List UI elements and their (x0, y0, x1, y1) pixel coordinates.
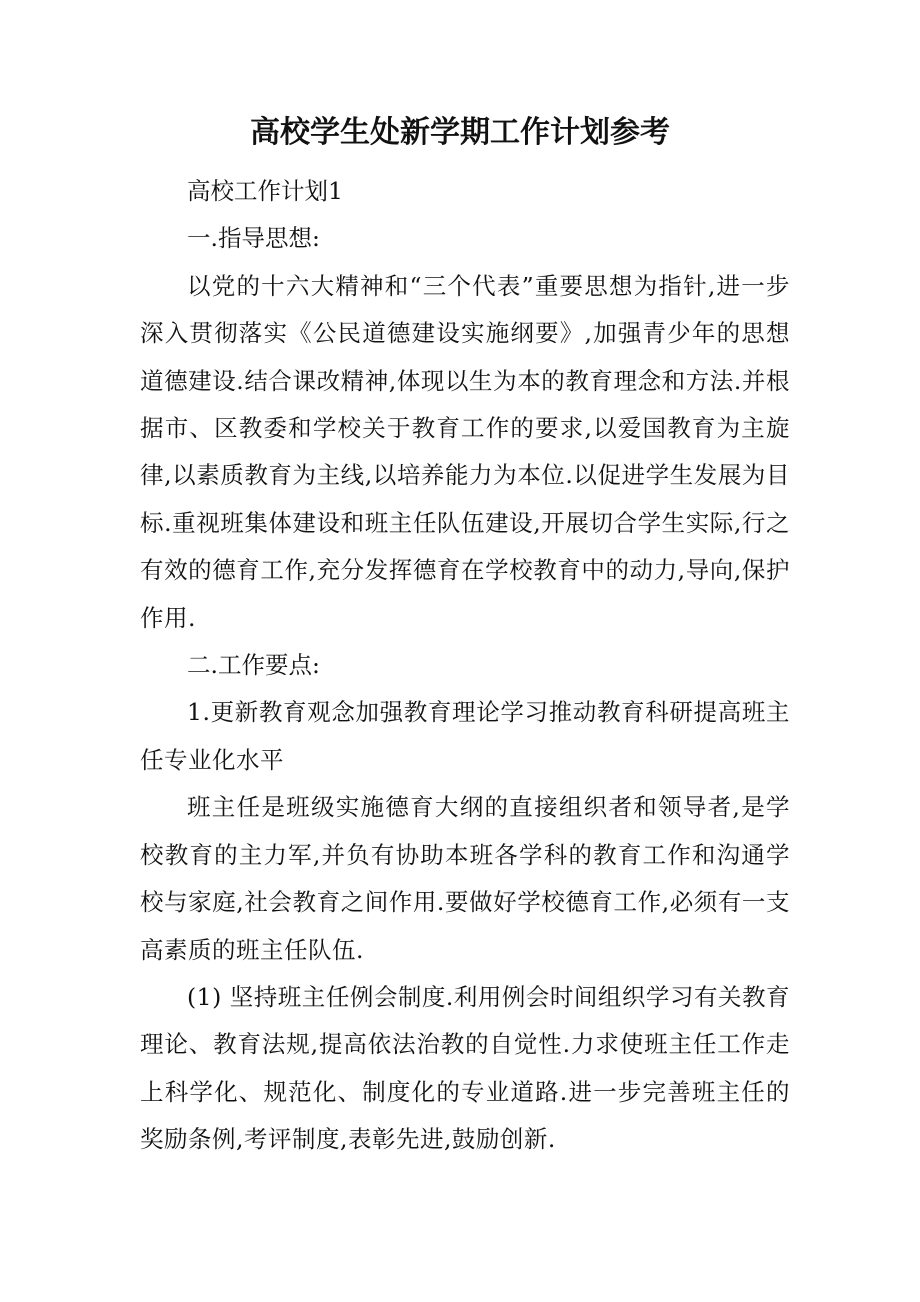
section-heading-work-points: 二.工作要点: (187, 651, 320, 680)
section-heading-guiding-ideology: 一.指导思想: (187, 224, 320, 253)
document-title: 高校学生处新学期工作计划参考 (250, 115, 670, 150)
document-page (140, 108, 790, 1164)
point-heading-1: 1.更新教育观念加强教育理论学习推动教育科研提高班主任专业化水平 (140, 698, 790, 774)
document-subtitle: 高校工作计划1 (187, 177, 343, 205)
paragraph-head-teacher: 班主任是班级实施德育大纲的直接组织者和领导者,是学校教育的主力军,并负有协助本班各学科的教育工作和沟通学校与家庭,社会教育之间作用.要做好学校德育工作,必须有一支高素质的班主任队伍. (140, 793, 790, 964)
paragraph-item-1: (1) 坚持班主任例会制度.利用例会时间组织学习有关教育理论、教育法规,提高依法治教的自觉性.力求使班主任工作走上科学化、规范化、制度化的专业道路.进一步完善班主任的奖励条例,考评制度,表彰先进,鼓励创新. (140, 982, 790, 1154)
paragraph-guiding-ideology: 以党的十六大精神和“三个代表”重要思想为指针,进一步深入贯彻落实《公民道德建设实施纲要》,加强青少年的思想道德建设.结合课改精神,体现以生为本的教育理念和方法.并根据市、区教委和学校关于教育工作的要求,以爱国教育为主旋律,以素质教育为主线,以培养能力为本位.以促进学生发展为目标.重视班集体建设和班主任队伍建设,开展切合学生实际,行之有效的德育工作,充分发挥德育在学校教育中的动力,导向,保护作用. (140, 271, 790, 632)
